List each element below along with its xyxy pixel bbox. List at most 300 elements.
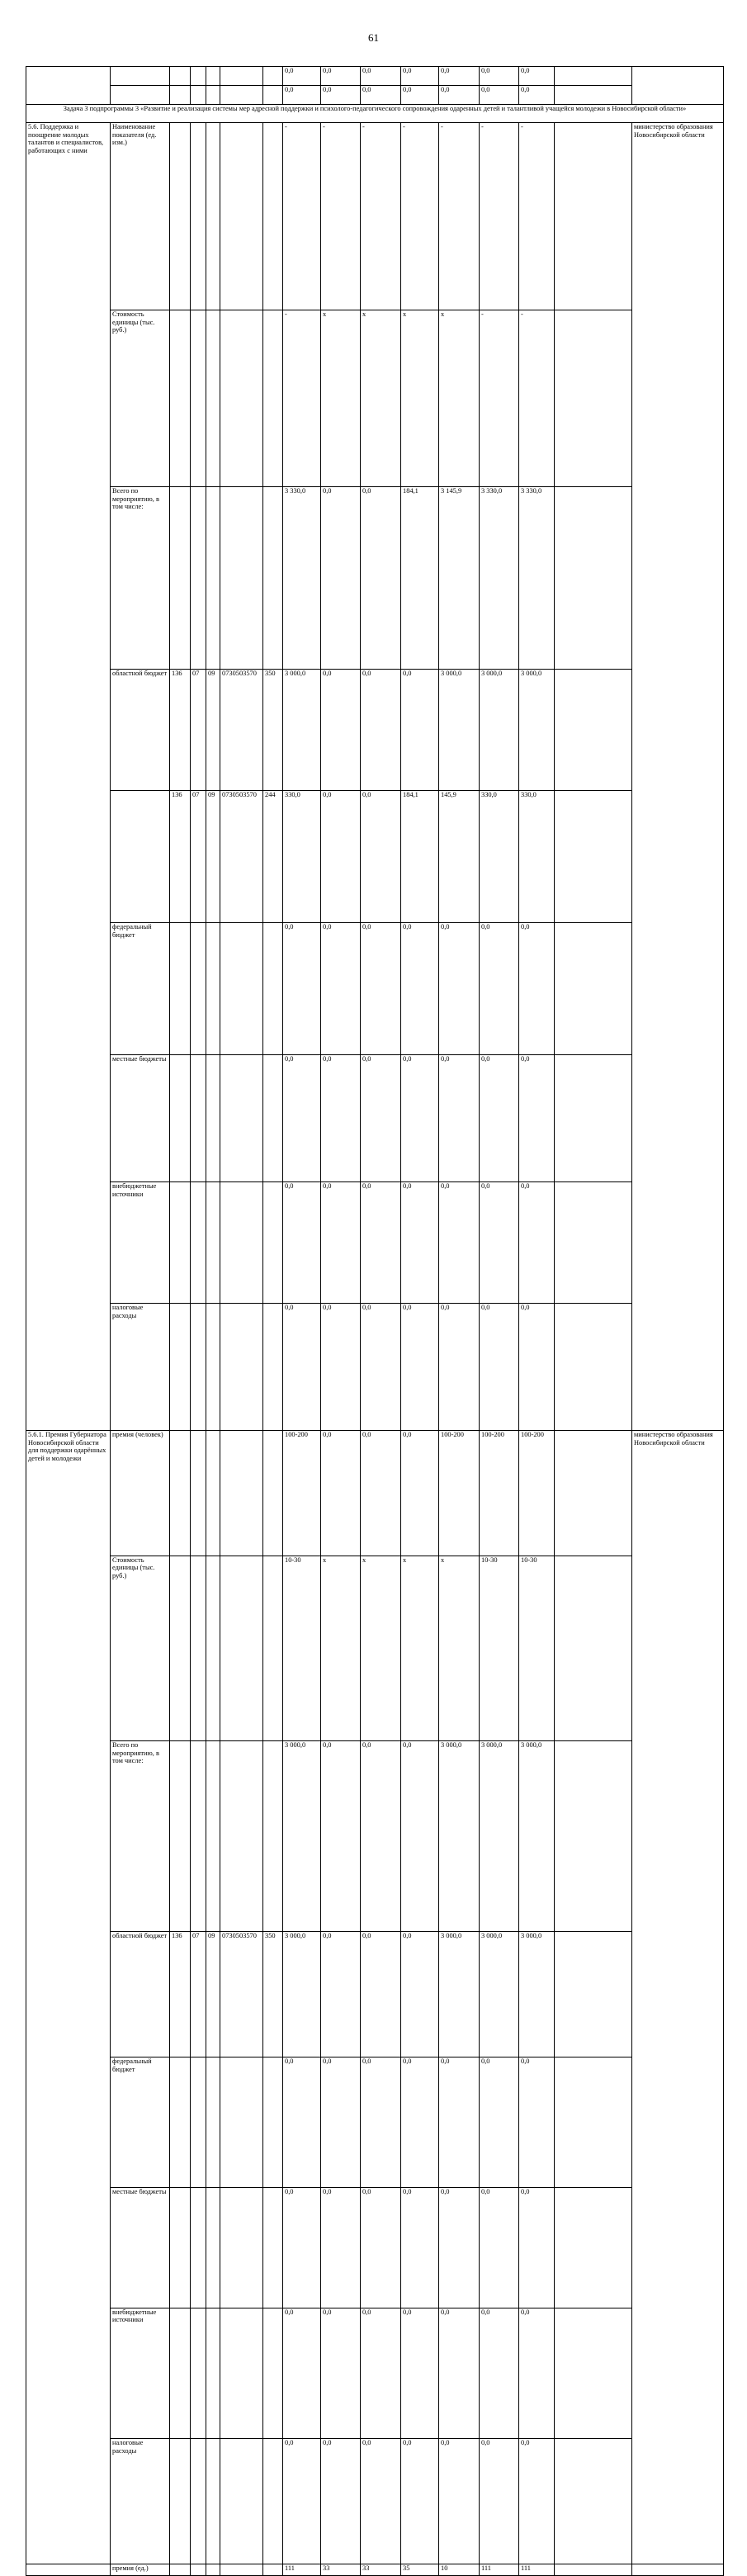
measure-name-cell (26, 2564, 111, 2575)
value-cell: 0,0 (519, 1182, 555, 1304)
budget-code-cell (263, 2564, 283, 2575)
budget-code-cell (191, 1556, 206, 1740)
funding-source-cell: внебюджетные источники (111, 2308, 170, 2438)
value-cell: - (321, 123, 361, 310)
empty-cell (555, 2057, 632, 2187)
budget-code-cell (206, 2188, 220, 2308)
measure-name-cell: 5.6.1. Премия Губернатора Новосибирской области для поддержки одарённых детей и молодежи (26, 1430, 111, 2564)
value-cell: 184,1 (401, 487, 439, 670)
value-cell: 0,0 (439, 923, 480, 1055)
value-cell: - (439, 123, 480, 310)
value-cell: 0,0 (283, 2188, 321, 2308)
funding-source-cell: Наименование показателя (ед. изм.) (111, 123, 170, 310)
budget-code-cell (170, 2564, 191, 2575)
table-row (26, 1304, 724, 1431)
budget-code-cell (220, 2439, 263, 2564)
empty-cell (555, 2564, 632, 2575)
table-row (26, 1556, 724, 1740)
value-cell: 0,0 (519, 1055, 555, 1182)
value-cell: 0,0 (401, 669, 439, 790)
budget-code-cell (191, 1741, 206, 1932)
funding-source-cell (111, 86, 170, 105)
value-cell: 3 330,0 (519, 487, 555, 670)
value-cell: 0,0 (321, 923, 361, 1055)
budget-code-cell: 0730503570 (220, 669, 263, 790)
value-cell: 0,0 (401, 1304, 439, 1431)
value-cell: 0,0 (321, 487, 361, 670)
value-cell: 0,0 (321, 1055, 361, 1182)
value-cell: 100-200 (283, 1430, 321, 1556)
budget-code-cell: 07 (191, 790, 206, 922)
budget-code-cell (191, 487, 206, 670)
value-cell: 0,0 (321, 1182, 361, 1304)
value-cell: 100-200 (439, 1430, 480, 1556)
empty-cell (555, 2439, 632, 2564)
value-cell: 3 330,0 (283, 487, 321, 670)
budget-code-cell (220, 67, 263, 86)
empty-cell (555, 1055, 632, 1182)
value-cell: 0,0 (361, 923, 401, 1055)
value-cell: 0,0 (439, 1182, 480, 1304)
budget-code-cell (170, 2057, 191, 2187)
budget-code-cell (206, 1430, 220, 1556)
value-cell: 33 (361, 2564, 401, 2575)
budget-code-cell (191, 1430, 206, 1556)
value-cell: х (401, 310, 439, 487)
value-cell: 35 (401, 2564, 439, 2575)
budget-code-cell (170, 67, 191, 86)
funding-source-cell: премия (человек) (111, 1430, 170, 1556)
table-row (26, 310, 724, 487)
value-cell: 0,0 (361, 1741, 401, 1932)
budget-code-cell: 0730503570 (220, 790, 263, 922)
budget-code-cell (206, 123, 220, 310)
value-cell: 0,0 (321, 2439, 361, 2564)
value-cell: 0,0 (361, 86, 401, 105)
budget-code-cell (206, 923, 220, 1055)
value-cell: 0,0 (361, 2057, 401, 2187)
value-cell: 0,0 (519, 923, 555, 1055)
value-cell: 0,0 (321, 67, 361, 86)
value-cell: 3 330,0 (480, 487, 519, 670)
value-cell: х (401, 1556, 439, 1740)
value-cell: 0,0 (283, 1182, 321, 1304)
value-cell: х (321, 1556, 361, 1740)
budget-code-cell (191, 1055, 206, 1182)
value-cell: 0,0 (283, 1055, 321, 1182)
value-cell: 100-200 (480, 1430, 519, 1556)
value-cell: 10-30 (519, 1556, 555, 1740)
value-cell: 0,0 (321, 1741, 361, 1932)
value-cell: 0,0 (401, 1741, 439, 1932)
value-cell: х (321, 310, 361, 487)
empty-cell (555, 487, 632, 670)
value-cell: 3 000,0 (283, 1932, 321, 2057)
empty-cell (555, 1182, 632, 1304)
value-cell: 0,0 (480, 86, 519, 105)
value-cell: 3 000,0 (283, 1741, 321, 1932)
budget-code-cell: 136 (170, 669, 191, 790)
budget-code-cell (170, 1182, 191, 1304)
value-cell: х (361, 1556, 401, 1740)
budget-code-cell (170, 2308, 191, 2438)
value-cell: 100-200 (519, 1430, 555, 1556)
value-cell: 0,0 (361, 1182, 401, 1304)
value-cell: 330,0 (283, 790, 321, 922)
page-number: 61 (368, 31, 379, 44)
budget-code-cell (170, 1055, 191, 1182)
budget-code-cell (220, 2308, 263, 2438)
budget-code-cell (170, 1741, 191, 1932)
value-cell: 0,0 (361, 2188, 401, 2308)
budget-code-cell (206, 2439, 220, 2564)
funding-source-cell: Всего по мероприятию, в том числе: (111, 1741, 170, 1932)
table-row (26, 123, 724, 310)
table-row (26, 2439, 724, 2564)
budget-code-cell (206, 67, 220, 86)
funding-source-cell (111, 67, 170, 86)
value-cell: 0,0 (519, 1304, 555, 1431)
value-cell: 0,0 (480, 2057, 519, 2187)
empty-cell (555, 2308, 632, 2438)
value-cell: 0,0 (283, 923, 321, 1055)
budget-code-cell: 09 (206, 669, 220, 790)
budget-code-cell: 0730503570 (220, 1932, 263, 2057)
value-cell: - (519, 123, 555, 310)
value-cell: 0,0 (480, 2439, 519, 2564)
value-cell: 111 (283, 2564, 321, 2575)
budget-code-cell (263, 1430, 283, 1556)
table-row (26, 669, 724, 790)
value-cell: 0,0 (283, 86, 321, 105)
budget-code-cell: 09 (206, 1932, 220, 2057)
budget-code-cell: 244 (263, 790, 283, 922)
budget-code-cell (170, 2188, 191, 2308)
value-cell: 0,0 (439, 2439, 480, 2564)
budget-code-cell (220, 1304, 263, 1431)
budget-code-cell: 07 (191, 669, 206, 790)
executor-cell: министерство образования Новосибирской области (632, 1430, 724, 2564)
budget-code-cell (220, 923, 263, 1055)
value-cell: 0,0 (401, 1055, 439, 1182)
value-cell: 0,0 (401, 2188, 439, 2308)
value-cell: 0,0 (361, 1055, 401, 1182)
budget-code-cell (263, 2439, 283, 2564)
value-cell: 0,0 (283, 2308, 321, 2438)
value-cell: 0,0 (361, 67, 401, 86)
value-cell: 0,0 (283, 1304, 321, 1431)
value-cell: х (439, 310, 480, 487)
table-row (26, 1055, 724, 1182)
value-cell: 0,0 (480, 2188, 519, 2308)
value-cell: 3 000,0 (480, 1741, 519, 1932)
budget-code-cell (206, 1741, 220, 1932)
table-row (26, 790, 724, 922)
measure-name-cell: 5.6. Поддержка и поощрение молодых талантов и специалистов, работающих с ними (26, 123, 111, 1431)
budget-code-cell (263, 2188, 283, 2308)
value-cell: 0,0 (401, 923, 439, 1055)
executor-cell (632, 67, 724, 105)
budget-code-cell (263, 123, 283, 310)
budget-code-cell (170, 1556, 191, 1740)
value-cell: 0,0 (321, 2057, 361, 2187)
budget-code-cell (220, 1055, 263, 1182)
value-cell: - (361, 123, 401, 310)
value-cell: 0,0 (361, 2439, 401, 2564)
value-cell: 0,0 (519, 2439, 555, 2564)
value-cell: 0,0 (480, 1055, 519, 1182)
funding-source-cell: местные бюджеты (111, 2188, 170, 2308)
value-cell: 3 000,0 (519, 669, 555, 790)
budget-code-cell (191, 923, 206, 1055)
budget-code-cell (220, 310, 263, 487)
value-cell: 111 (519, 2564, 555, 2575)
budget-code-cell (263, 1556, 283, 1740)
value-cell: 0,0 (283, 2057, 321, 2187)
value-cell: 3 000,0 (439, 669, 480, 790)
value-cell: 10-30 (480, 1556, 519, 1740)
value-cell: 3 000,0 (519, 1741, 555, 1932)
budget-code-cell (263, 487, 283, 670)
empty-cell (555, 123, 632, 310)
budget-code-cell (191, 2308, 206, 2438)
funding-source-cell: областной бюджет (111, 669, 170, 790)
budget-code-cell (206, 487, 220, 670)
value-cell: 0,0 (439, 2308, 480, 2438)
value-cell: 0,0 (361, 1430, 401, 1556)
value-cell: 0,0 (321, 1304, 361, 1431)
budget-code-cell (263, 86, 283, 105)
value-cell: 0,0 (401, 1932, 439, 2057)
value-cell: 145,9 (439, 790, 480, 922)
table-row (26, 2308, 724, 2438)
value-cell: 0,0 (321, 669, 361, 790)
value-cell: 0,0 (401, 2308, 439, 2438)
value-cell: х (439, 1556, 480, 1740)
budget-code-cell (206, 2057, 220, 2187)
value-cell: 0,0 (480, 67, 519, 86)
empty-cell (555, 1304, 632, 1431)
value-cell: 0,0 (439, 86, 480, 105)
budget-code-cell (191, 86, 206, 105)
budget-code-cell (220, 1741, 263, 1932)
table-row (26, 2188, 724, 2308)
value-cell: 3 000,0 (439, 1932, 480, 2057)
value-cell: 0,0 (361, 790, 401, 922)
budget-code-cell (220, 123, 263, 310)
value-cell: 3 000,0 (283, 669, 321, 790)
table-row (26, 1741, 724, 1932)
value-cell: 10 (439, 2564, 480, 2575)
budget-code-cell (220, 2057, 263, 2187)
budget-code-cell (170, 123, 191, 310)
empty-cell (555, 923, 632, 1055)
funding-source-cell: Стоимость единицы (тыс. руб.) (111, 1556, 170, 1740)
budget-code-cell (191, 2188, 206, 2308)
value-cell: - (401, 123, 439, 310)
value-cell: 0,0 (401, 86, 439, 105)
value-cell: 0,0 (361, 1932, 401, 2057)
value-cell: 0,0 (439, 2188, 480, 2308)
table-row (26, 1932, 724, 2057)
value-cell: 0,0 (519, 2308, 555, 2438)
budget-code-cell (191, 1182, 206, 1304)
budget-code-cell (206, 1304, 220, 1431)
value-cell: 10-30 (283, 1556, 321, 1740)
value-cell: 0,0 (519, 2057, 555, 2187)
value-cell: 0,0 (480, 2308, 519, 2438)
budget-code-cell: 350 (263, 669, 283, 790)
budget-code-cell (170, 86, 191, 105)
value-cell: 184,1 (401, 790, 439, 922)
funding-source-cell (111, 790, 170, 922)
budget-code-cell (206, 2564, 220, 2575)
table-row (26, 86, 724, 105)
value-cell: 0,0 (439, 2057, 480, 2187)
value-cell: - (283, 123, 321, 310)
budget-code-cell (220, 2188, 263, 2308)
budget-code-cell (263, 1304, 283, 1431)
budget-code-cell (263, 310, 283, 487)
value-cell: 330,0 (480, 790, 519, 922)
budget-code-cell (263, 1055, 283, 1182)
budget-code-cell: 09 (206, 790, 220, 922)
value-cell: - (283, 310, 321, 487)
value-cell: 0,0 (439, 1304, 480, 1431)
budget-code-cell (191, 67, 206, 86)
value-cell: 330,0 (519, 790, 555, 922)
table-row (26, 923, 724, 1055)
value-cell: 0,0 (361, 2308, 401, 2438)
budget-code-cell (170, 1304, 191, 1431)
budget-code-cell (191, 123, 206, 310)
funding-source-cell: местные бюджеты (111, 1055, 170, 1182)
table-row (26, 2564, 724, 2575)
budget-code-cell (191, 2564, 206, 2575)
empty-cell (555, 67, 632, 86)
value-cell: 0,0 (321, 86, 361, 105)
table-row (26, 2057, 724, 2187)
empty-cell (555, 86, 632, 105)
empty-cell (555, 2188, 632, 2308)
table-row (26, 1182, 724, 1304)
table-row (26, 487, 724, 670)
value-cell: 3 000,0 (480, 1932, 519, 2057)
budget-code-cell (170, 2439, 191, 2564)
task-heading: Задача 3 подпрограммы 3 «Развитие и реализация системы мер адресной поддержки и психолого-педагогического сопровождения одаренных детей и талантливой учащейся молодежи в Новосибирской области» (26, 105, 724, 123)
value-cell: 0,0 (401, 1182, 439, 1304)
value-cell: 0,0 (401, 1430, 439, 1556)
empty-cell (555, 1430, 632, 1556)
budget-code-cell (191, 310, 206, 487)
budget-code-cell (191, 2439, 206, 2564)
value-cell: 0,0 (283, 2439, 321, 2564)
value-cell: 33 (321, 2564, 361, 2575)
empty-cell (555, 1556, 632, 1740)
value-cell: 111 (480, 2564, 519, 2575)
value-cell: 0,0 (283, 67, 321, 86)
empty-cell (555, 790, 632, 922)
budget-code-cell (206, 2308, 220, 2438)
value-cell: 0,0 (519, 2188, 555, 2308)
empty-cell (555, 1741, 632, 1932)
budget-code-cell (191, 2057, 206, 2187)
budget-code-cell (220, 1430, 263, 1556)
budget-code-cell (191, 1304, 206, 1431)
value-cell: - (480, 310, 519, 487)
budget-code-cell (220, 86, 263, 105)
budget-code-cell (220, 1182, 263, 1304)
value-cell: 0,0 (401, 2439, 439, 2564)
table-row (26, 1430, 724, 1556)
budget-code-cell: 07 (191, 1932, 206, 2057)
value-cell: 0,0 (361, 487, 401, 670)
funding-source-cell: премия (ед.) (111, 2564, 170, 2575)
value-cell: 0,0 (401, 67, 439, 86)
budget-code-cell (170, 923, 191, 1055)
budget-code-cell (263, 1741, 283, 1932)
value-cell: 0,0 (480, 923, 519, 1055)
value-cell: 0,0 (519, 86, 555, 105)
budget-code-cell (206, 1556, 220, 1740)
budget-code-cell (170, 487, 191, 670)
budget-code-cell (263, 923, 283, 1055)
funding-source-cell: Всего по мероприятию, в том числе: (111, 487, 170, 670)
funding-source-cell: федеральный бюджет (111, 923, 170, 1055)
task-heading-row (26, 105, 724, 123)
budget-code-cell (263, 2308, 283, 2438)
budget-code-cell (220, 2564, 263, 2575)
value-cell: - (519, 310, 555, 487)
funding-source-cell: федеральный бюджет (111, 2057, 170, 2187)
budget-code-cell (206, 86, 220, 105)
value-cell: - (480, 123, 519, 310)
funding-source-cell: налоговые расходы (111, 2439, 170, 2564)
budget-code-cell (263, 1182, 283, 1304)
measure-name-cell (26, 67, 111, 105)
funding-source-cell: Стоимость единицы (тыс. руб.) (111, 310, 170, 487)
value-cell: 0,0 (321, 2188, 361, 2308)
executor-cell (632, 2564, 724, 2575)
value-cell: 0,0 (361, 1304, 401, 1431)
funding-source-cell: налоговые расходы (111, 1304, 170, 1431)
value-cell: 0,0 (321, 2308, 361, 2438)
value-cell: 0,0 (401, 2057, 439, 2187)
table-row (26, 67, 724, 86)
program-table (26, 66, 724, 2576)
value-cell: 0,0 (480, 1304, 519, 1431)
budget-code-cell (170, 310, 191, 487)
budget-code-cell (206, 1055, 220, 1182)
budget-code-cell (220, 1556, 263, 1740)
value-cell: х (361, 310, 401, 487)
empty-cell (555, 669, 632, 790)
value-cell: 0,0 (361, 669, 401, 790)
budget-code-cell: 136 (170, 790, 191, 922)
funding-source-cell: внебюджетные источники (111, 1182, 170, 1304)
value-cell: 0,0 (321, 790, 361, 922)
budget-code-cell (220, 487, 263, 670)
budget-code-cell (206, 1182, 220, 1304)
value-cell: 0,0 (480, 1182, 519, 1304)
value-cell: 0,0 (439, 1055, 480, 1182)
value-cell: 0,0 (321, 1932, 361, 2057)
value-cell: 0,0 (439, 67, 480, 86)
value-cell: 3 000,0 (480, 669, 519, 790)
budget-code-cell (263, 2057, 283, 2187)
value-cell: 3 145,9 (439, 487, 480, 670)
budget-code-cell (170, 1430, 191, 1556)
